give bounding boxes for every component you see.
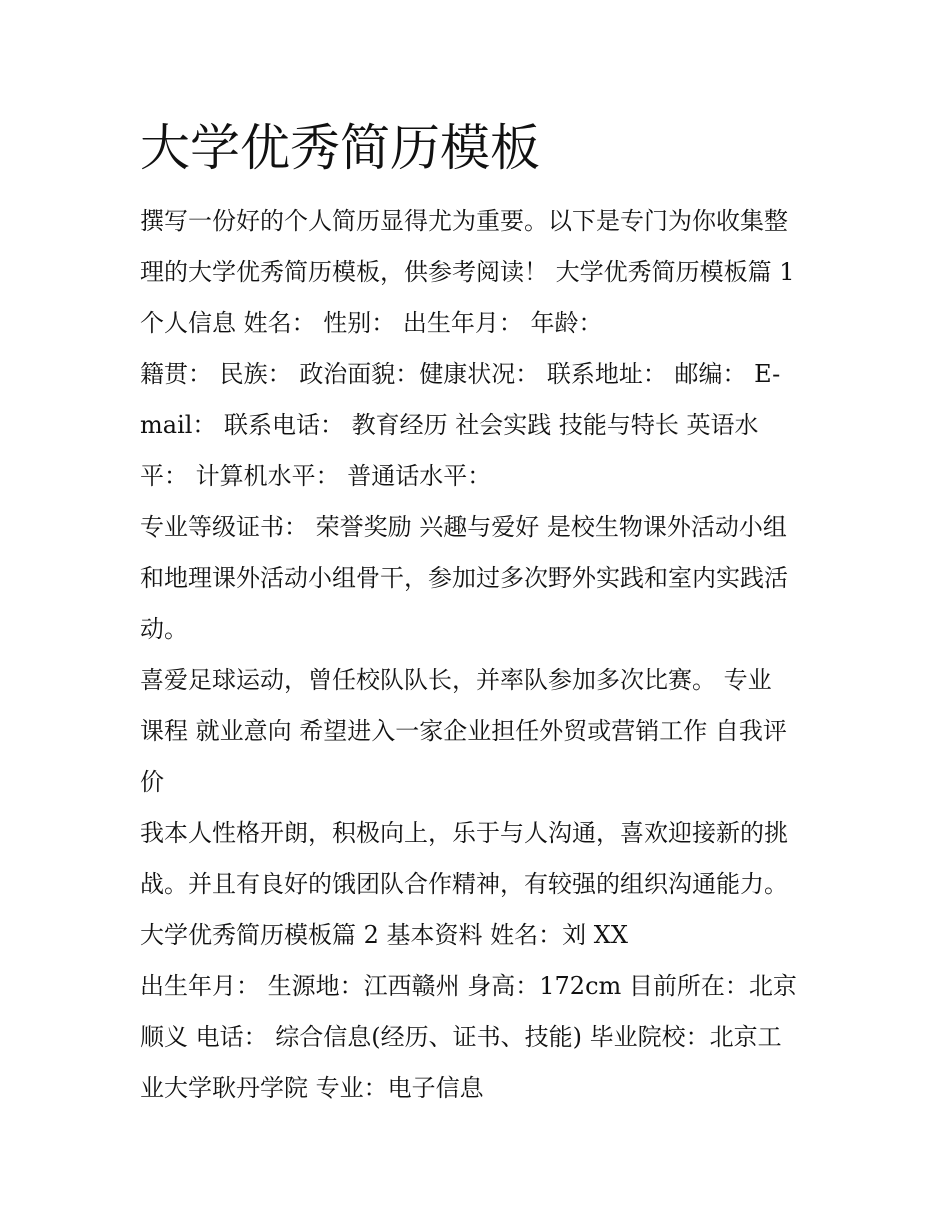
body-line-12: 价 (140, 768, 164, 796)
body-line-3: 个人信息 姓名： 性别： 出生年月： 年龄： (140, 309, 603, 337)
body-line-5: mail： 联系电话： 教育经历 社会实践 技能与特长 英语水 (140, 411, 759, 439)
body-line-17: 顺义 电话： 综合信息(经历、证书、技能) 毕业院校：北京工 (140, 1023, 782, 1051)
body-line-11: 课程 就业意向 希望进入一家企业担任外贸或营销工作 自我评 (140, 717, 787, 745)
body-line-10: 喜爱足球运动，曾任校队队长，并率队参加多次比赛。 专业 (140, 666, 772, 694)
body-line-18: 业大学耿丹学院 专业：电子信息 (140, 1074, 484, 1102)
body-line-1: 撰写一份好的个人简历显得尤为重要。以下是专门为你收集整 (140, 207, 788, 235)
body-line-8: 和地理课外活动小组骨干，参加过多次野外实践和室内实践活 (140, 564, 788, 592)
body-line-15: 大学优秀简历模板篇 2 基本资料 姓名：刘 XX (140, 921, 628, 949)
body-line-2: 理的大学优秀简历模板，供参考阅读！ 大学优秀简历模板篇 1 (140, 258, 795, 286)
body-line-9: 动。 (140, 615, 188, 643)
document-title: 大学优秀简历模板 (140, 119, 540, 177)
body-line-13: 我本人性格开朗，积极向上，乐于与人沟通，喜欢迎接新的挑 (140, 819, 788, 847)
body-line-16: 出生年月： 生源地：江西赣州 身高：172cm 目前所在：北京 (140, 972, 797, 1000)
body-line-14: 战。并且有良好的饿团队合作精神，有较强的组织沟通能力。 (140, 870, 788, 898)
body-line-4: 籍贯： 民族： 政治面貌：健康状况： 联系地址： 邮编： E- (140, 360, 781, 388)
body-line-6: 平： 计算机水平： 普通话水平： (140, 462, 492, 490)
body-line-7: 专业等级证书： 荣誉奖励 兴趣与爱好 是校生物课外活动小组 (140, 513, 787, 541)
